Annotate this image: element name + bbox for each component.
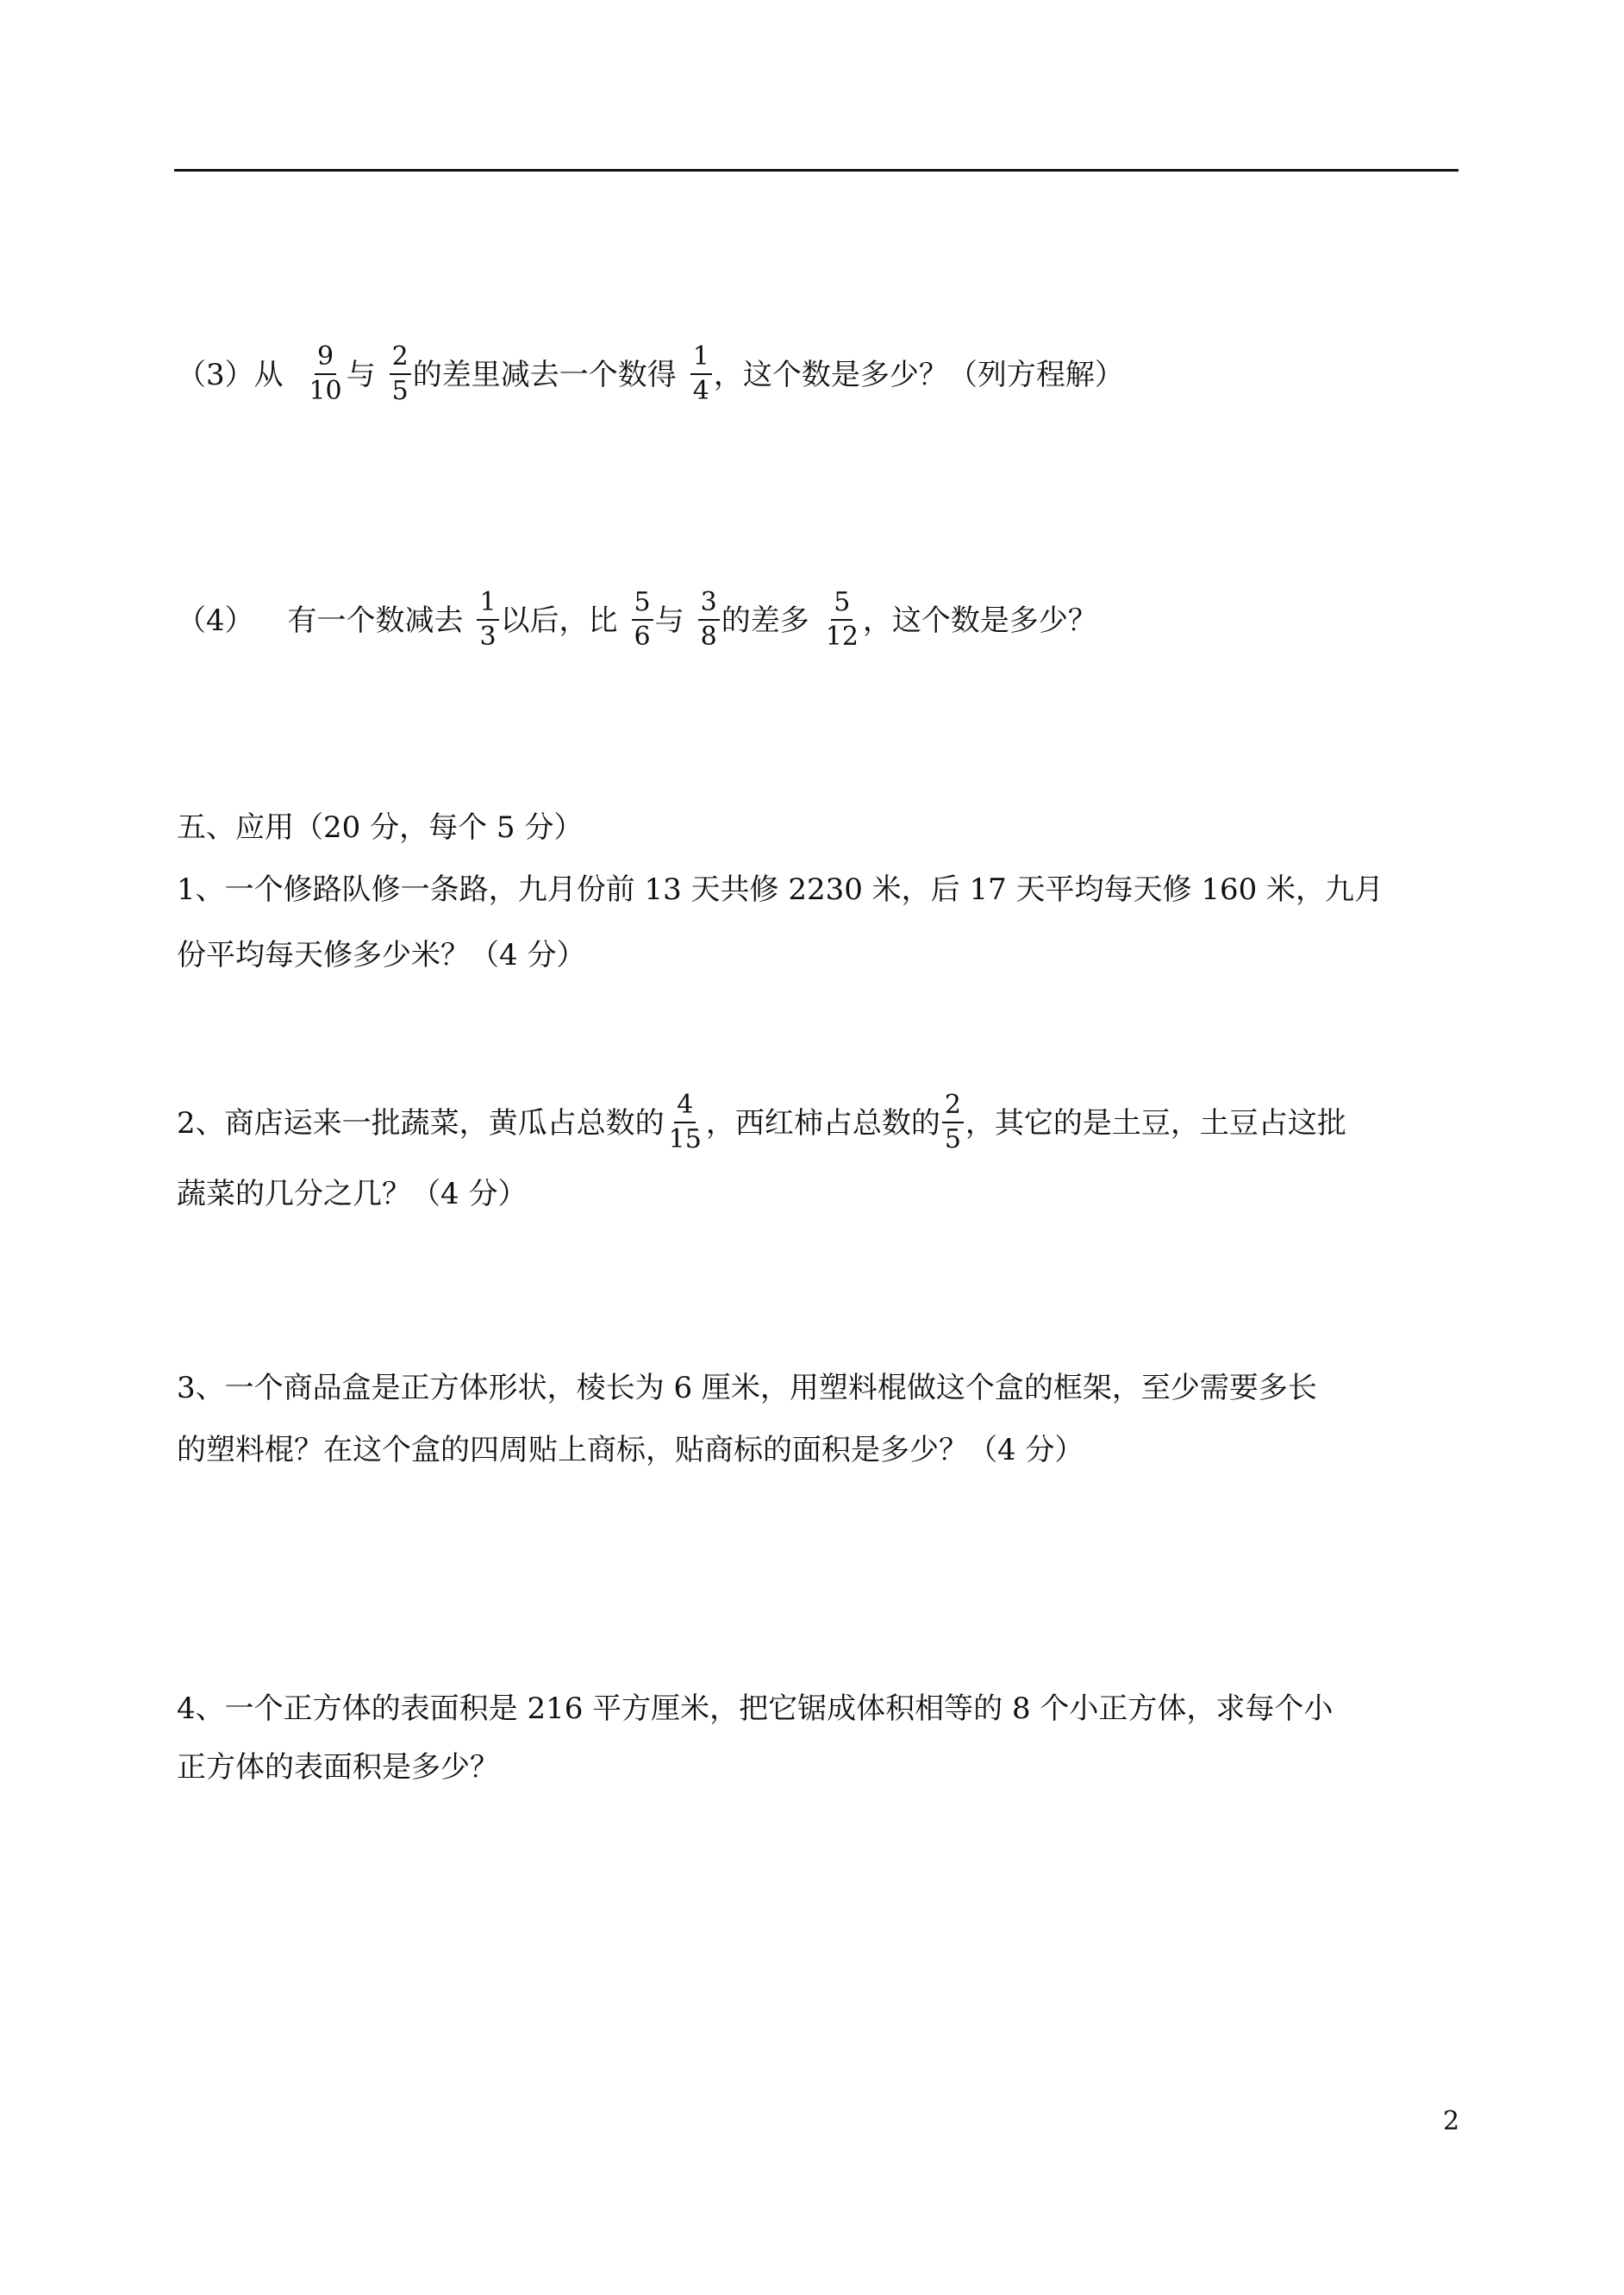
fraction-4-15: $\frac{4}{15}$ [668,1090,702,1154]
question-1-line-1: 1、一个修路队修一条路，九月份前 13 天共修 2230 米，后 17 天平均每天修 160 米，九月 [177,872,1384,907]
fraction-1-4: $\frac{1}{4}$ [690,342,712,406]
fraction-9-10: $\frac{9}{10}$ [309,341,342,406]
problem-3: （3）从 $\frac{9}{10}$ 与 $\frac{2}{5}$ 的差里减去一个数得 $\frac{1}{4}$ ，这个数是多少？（列方程解） [177,341,1124,406]
question-3-line-2: 的塑料棍？在这个盒的四周贴上商标，贴商标的面积是多少？（4 分） [177,1433,1084,1467]
fraction-1-3: $\frac{1}{3}$ [477,588,498,652]
fraction-2-5-b: $\frac{2}{5}$ [942,1091,964,1154]
problem-3-prefix: （3）从 [177,358,284,392]
fraction-2-5: $\frac{2}{5}$ [390,342,411,406]
question-1-line-2: 份平均每天修多少米？（4 分） [177,938,586,972]
question-2-line-1: 2、商店运来一批蔬菜，黄瓜占总数的 $\frac{4}{15}$ ，西红柿占总数的 $\frac{2}{5}$ ，其它的是土豆，土豆占这批 [177,1090,1346,1154]
fraction-5-6: $\frac{5}{6}$ [632,588,653,652]
section-5-title: 五、应用（20 分，每个 5 分） [177,810,584,845]
fraction-3-8: $\frac{3}{8}$ [698,588,720,652]
question-4-line-1: 4、一个正方体的表面积是 216 平方厘米，把它锯成体积相等的 8 个小正方体，求每个小 [177,1692,1334,1726]
header-rule [174,169,1458,172]
question-3-line-1: 3、一个商品盒是正方体形状，棱长为 6 厘米，用塑料棍做这个盒的框架，至少需要多长 [177,1371,1317,1405]
fraction-5-12: $\frac{5}{12}$ [825,587,859,652]
problem-4: （4） 有一个数减去 $\frac{1}{3}$ 以后，比 $\frac{5}{6}$ 与 $\frac{3}{8}$ 的差多 $\frac{5}{12}$ ，这个数是多少？ [177,587,1097,652]
page-number: 2 [1443,2106,1460,2136]
question-4-line-2: 正方体的表面积是多少？ [177,1750,499,1785]
question-2-line-2: 蔬菜的几分之几？（4 分） [177,1177,528,1211]
problem-4-prefix: （4） [177,603,254,638]
